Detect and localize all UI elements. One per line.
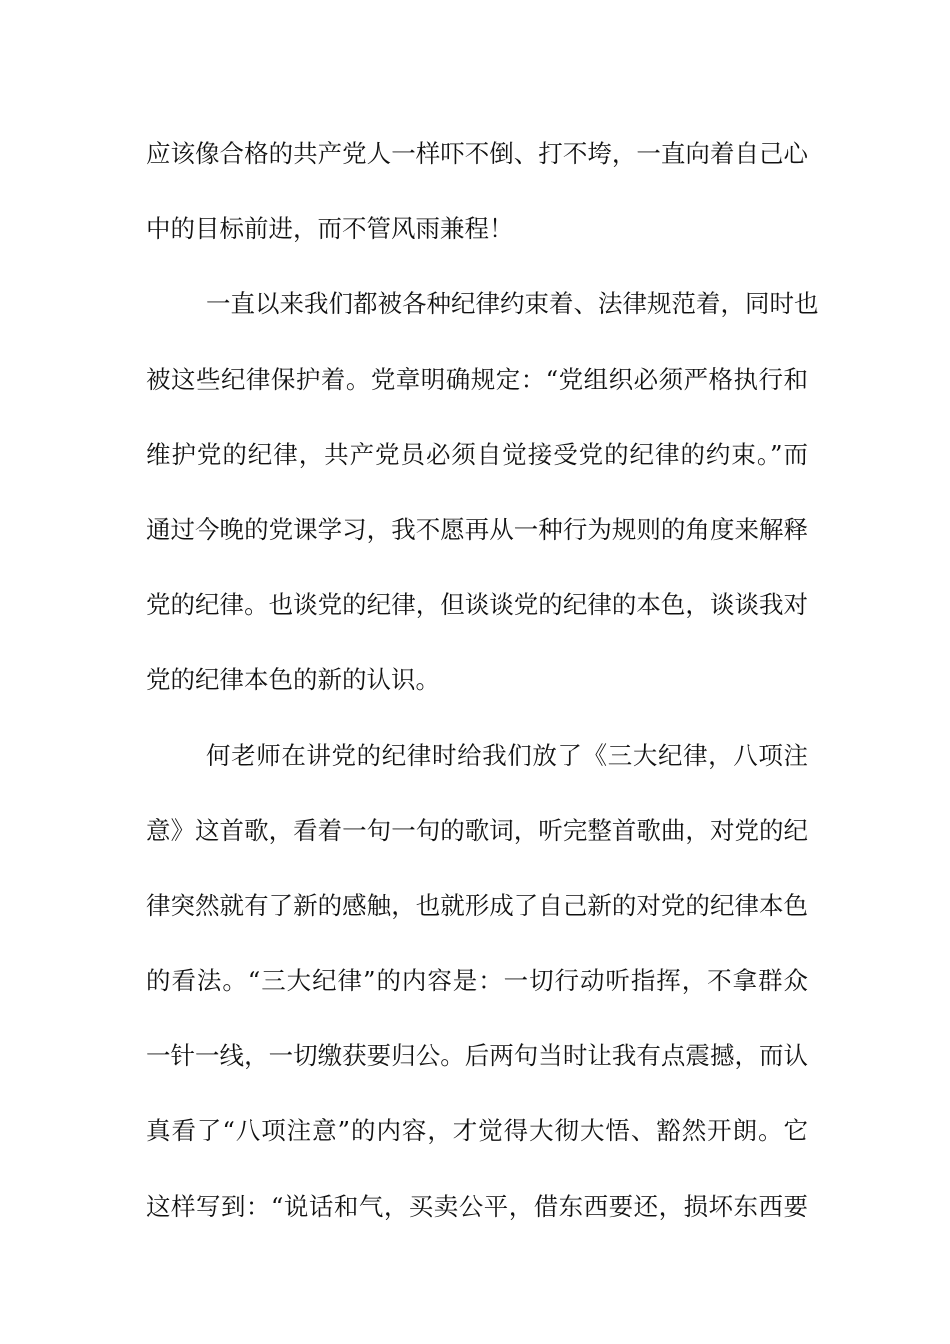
- text-line: 真看了“八项注意”的内容，才觉得大彻大悟、豁然开朗。它: [146, 1116, 808, 1146]
- paragraph-2: [146, 284, 819, 735]
- text-line: 中的目标前进，而不管风雨兼程！: [146, 214, 514, 244]
- text-line: 维护党的纪律，共产党员必须自觉接受党的纪律的约束。”而: [146, 439, 808, 469]
- text-line: 通过今晚的党课学习，我不愿再从一种行为规则的角度来解释: [146, 514, 808, 544]
- text-line: 党的纪律。也谈党的纪律，但谈谈党的纪律的本色，谈谈我对: [146, 590, 808, 620]
- text-line: 何老师在讲党的纪律时给我们放了《三大纪律，八项注: [206, 740, 808, 770]
- text-line: 应该像合格的共产党人一样吓不倒、打不垮，一直向着自己心: [146, 139, 808, 168]
- document-body: [146, 134, 819, 1262]
- paragraph-1: [146, 134, 808, 284]
- text-line: 的看法。“三大纪律”的内容是：一切行动听指挥，不拿群众: [146, 966, 808, 996]
- text-line: 党的纪律本色的新的认识。: [146, 665, 440, 695]
- paragraph-3: [146, 736, 808, 1262]
- text-line: 一针一线，一切缴获要归公。后两句当时让我有点震撼，而认: [146, 1041, 808, 1071]
- text-line: 一直以来我们都被各种纪律约束着、法律规范着，同时也: [206, 289, 819, 319]
- text-line: 被这些纪律保护着。党章明确规定：“党组织必须严格执行和: [146, 364, 808, 394]
- text-line: 这样写到：“说话和气，买卖公平，借东西要还，损坏东西要: [146, 1191, 808, 1221]
- text-line: 意》这首歌，看着一句一句的歌词，听完整首歌曲，对党的纪: [146, 815, 808, 845]
- text-line: 律突然就有了新的感触，也就形成了自己新的对党的纪律本色: [146, 890, 808, 920]
